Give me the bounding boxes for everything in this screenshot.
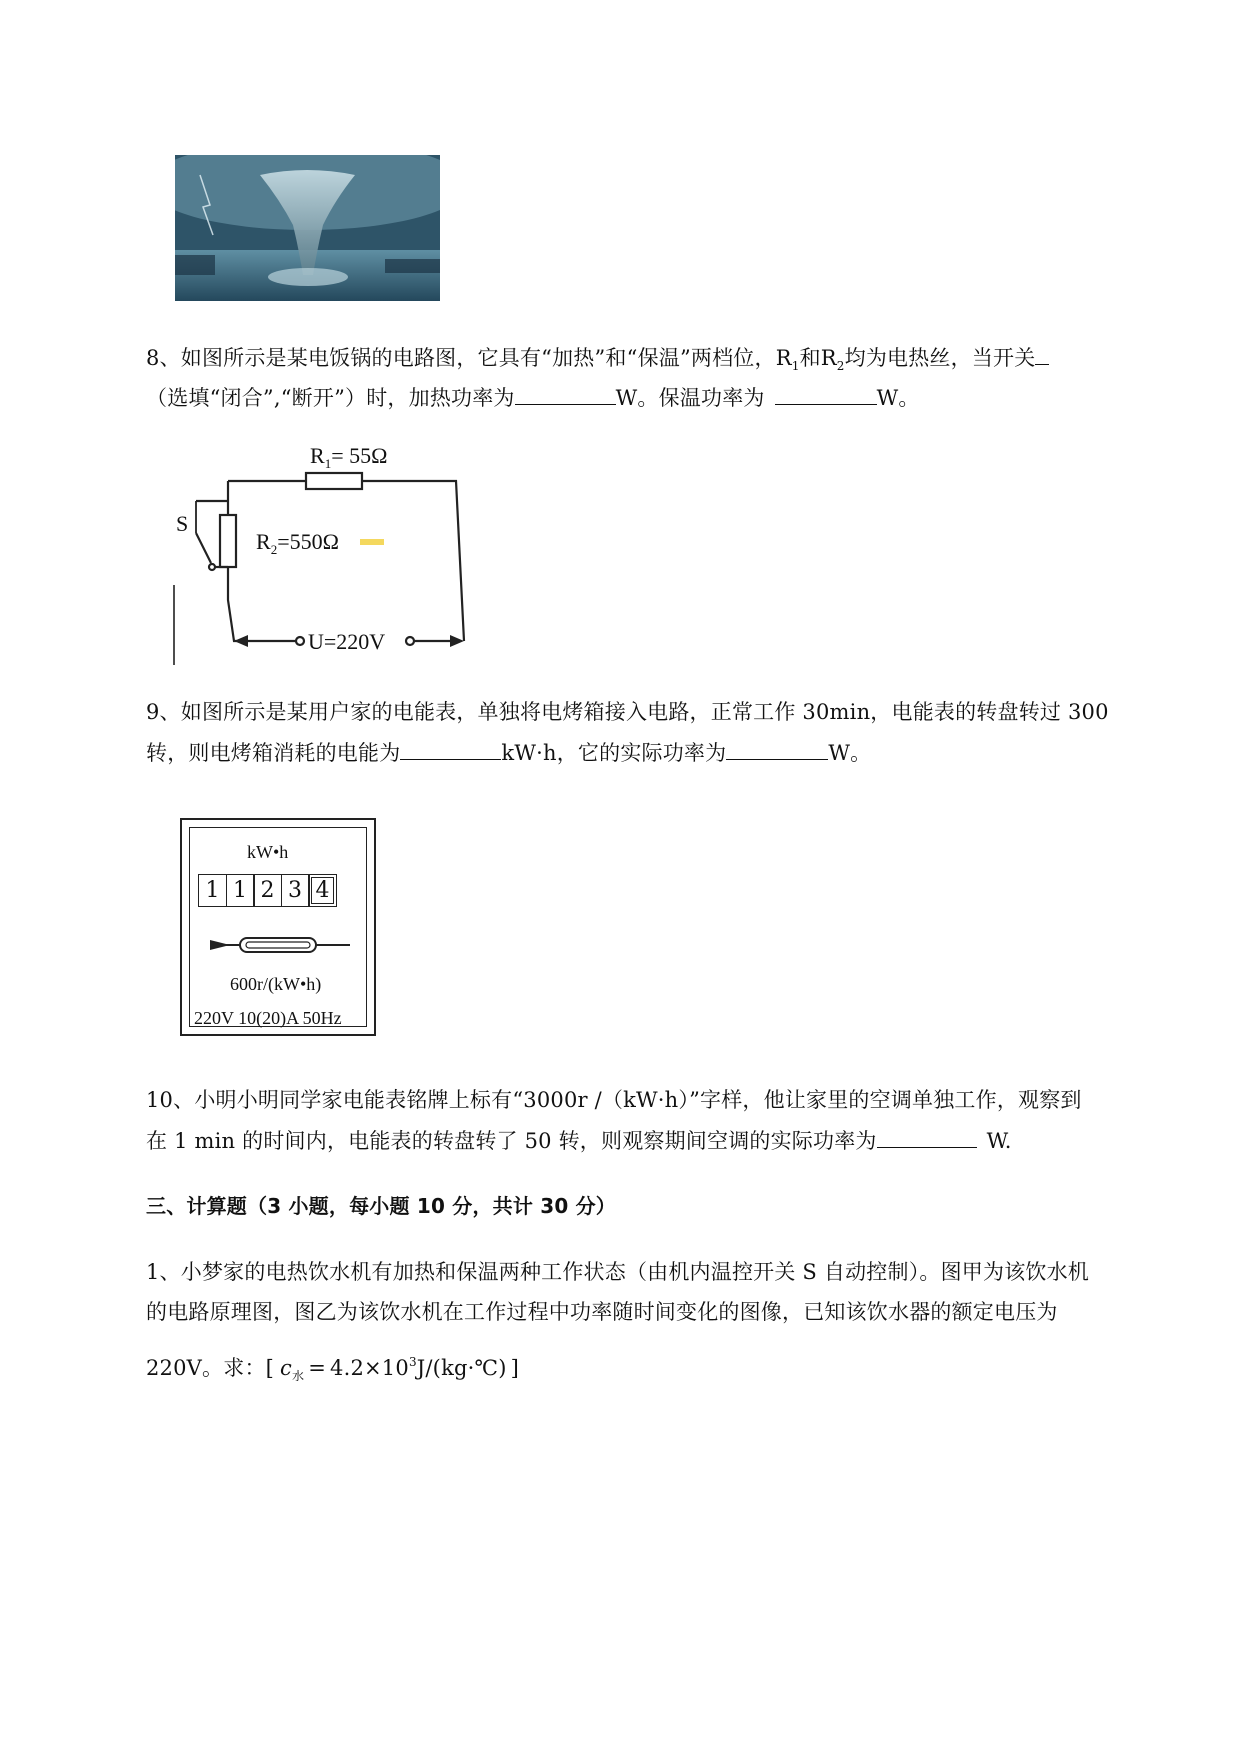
- r1-resistor: [306, 473, 362, 489]
- q8-heating-blank[interactable]: [515, 382, 616, 405]
- meter-digit: 2: [253, 874, 282, 907]
- terminal-right: [406, 637, 414, 645]
- q8-text-d: W。保温功率为: [615, 386, 765, 410]
- q10-text-a: 在 1 min 的时间内，电能表的转盘转了 50 转，则观察期间空调的实际功率为: [146, 1129, 877, 1153]
- switch-label: S: [176, 511, 189, 536]
- meter-digit: 1: [198, 874, 227, 907]
- specific-heat-unit: J/(kg·℃): [416, 1356, 507, 1380]
- meter-digit: 3: [281, 874, 310, 907]
- water-subscript: 水: [292, 1369, 305, 1383]
- arrow-left-icon: [234, 635, 248, 647]
- r1-label: $R_1= 55\Omega$: [310, 443, 388, 471]
- q8-warm-blank[interactable]: [775, 382, 877, 405]
- q9-text-c: W。: [828, 741, 872, 765]
- q8-text-e: W。: [876, 386, 920, 410]
- specific-heat-value: 4.2×10: [330, 1356, 409, 1380]
- meter-disc-indicator: [210, 934, 350, 956]
- r1-subscript: 1: [791, 359, 800, 373]
- tornado-image: [175, 155, 440, 301]
- q10-text-b: W.: [986, 1129, 1012, 1153]
- calc1-line1: 1、小梦家的电热饮水机有加热和保温两种工作状态（由机内温控开关 S 自动控制）。图甲为该饮水机: [146, 1260, 1089, 1284]
- r2-label: $R_2=550\Omega$: [256, 529, 339, 557]
- q8-line1: [146, 342, 1049, 381]
- q10-line2: [146, 1125, 1012, 1156]
- section-heading: 三、计算题（3 小题，每小题 10 分，共计 30 分）: [146, 1194, 616, 1218]
- highlight-mark: [360, 539, 384, 545]
- q9-text-b: kW·h，它的实际功率为: [501, 741, 727, 765]
- q8-and: 和: [799, 346, 821, 370]
- meter-rate: 600r/(kW•h): [230, 974, 322, 994]
- specific-heat-symbol: c: [280, 1356, 293, 1380]
- q9-power-blank[interactable]: [726, 737, 828, 760]
- meter-unit: kW•h: [247, 842, 289, 862]
- q8-line2: [146, 382, 920, 413]
- calc1-text-a: 220V。求：[: [146, 1356, 275, 1380]
- calc1-line2: 的电路原理图，图乙为该饮水机在工作过程中功率随时间变化的图像，已知该饮水器的额定电压为: [146, 1300, 1058, 1324]
- close-bracket: ]: [510, 1356, 520, 1380]
- meter-digit-decimal: 4: [308, 874, 337, 907]
- exponent: 3: [408, 1355, 417, 1369]
- rice-cooker-circuit: [170, 435, 480, 665]
- meter-digit: 1: [226, 874, 255, 907]
- q9-energy-blank[interactable]: [400, 737, 501, 760]
- q10-line1: 10、小明小明同学家电能表铭牌上标有“3000r /（kW·h）”字样，他让家里的空调单独工作，观察到: [146, 1088, 1082, 1112]
- calc1-line3: [146, 1347, 519, 1391]
- q8-text-a: 8、如图所示是某电饭锅的电路图，它具有“加热”和“保温”两档位，: [146, 346, 776, 370]
- voltage-label: U=220V: [308, 629, 386, 654]
- q9-line2: [146, 737, 871, 768]
- q8-switch-blank[interactable]: [1035, 342, 1049, 365]
- q9-text-a: 转，则电烤箱消耗的电能为: [146, 741, 401, 765]
- q10-power-blank[interactable]: [877, 1125, 977, 1148]
- q8-text-b: 均为电热丝，当开关: [844, 346, 1036, 370]
- switch-contact: [209, 564, 215, 570]
- q8-text-c: （选填“闭合”,“断开”）时，加热功率为: [146, 386, 515, 410]
- meter-digits: [198, 874, 336, 907]
- q9-line1: 9、如图所示是某用户家的电能表，单独将电烤箱接入电路，正常工作 30min，电能表的转盘转过 300: [146, 700, 1109, 724]
- terminal-left: [296, 637, 304, 645]
- r2-subscript: 2: [836, 359, 845, 373]
- arrow-right-icon: [450, 635, 464, 647]
- switch-blade: [196, 533, 211, 563]
- meter-spec: 220V 10(20)A 50Hz: [194, 1008, 342, 1028]
- r2-resistor: [220, 515, 236, 567]
- equals-sign: =: [308, 1356, 327, 1380]
- r2-symbol: R: [820, 346, 837, 370]
- energy-meter: [180, 818, 376, 1036]
- r1-symbol: R: [775, 346, 792, 370]
